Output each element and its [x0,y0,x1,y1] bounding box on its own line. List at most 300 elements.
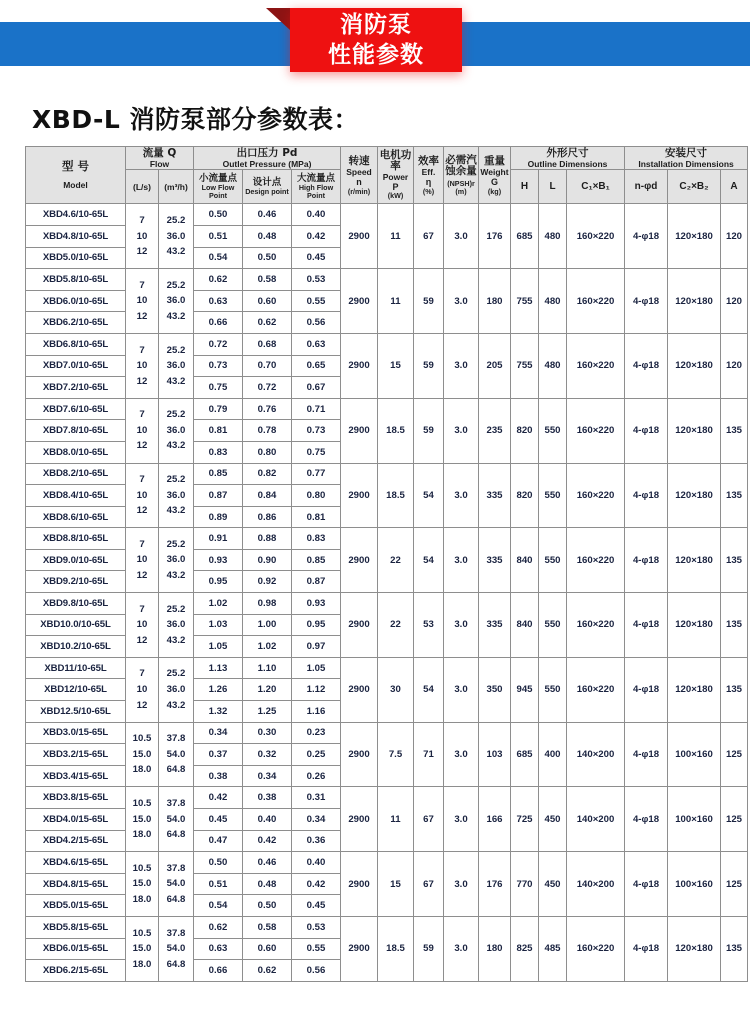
header-weight-sym: G [490,177,498,188]
header-eff-en: Eff. [421,167,436,178]
cell-pressure-high: 0.83 [292,528,341,550]
header-model [26,147,126,204]
cell-pressure-low: 0.81 [194,420,243,442]
cell-dim-h: 840 [511,528,539,593]
cell-dim-a: 135 [721,528,748,593]
cell-dim-l: 550 [539,398,567,463]
cell-dim-a: 135 [721,916,748,981]
spec-table [25,146,748,982]
cell-pressure-high: 0.25 [292,744,341,766]
cell-npsh: 3.0 [444,852,479,917]
cell-dim-a: 135 [721,463,748,528]
cell-weight: 335 [479,593,511,658]
cell-pressure-high: 0.36 [292,830,341,852]
header-npsh [444,147,479,204]
cell-pressure-high: 0.23 [292,722,341,744]
page-title: XBD-L 消防泵部分参数表： [32,105,360,134]
cell-model: XBD4.8/15-65L [26,873,126,895]
cell-pressure-high: 1.16 [292,701,341,723]
cell-dim-c1b1: 160×220 [567,463,625,528]
cell-model: XBD9.8/10-65L [26,593,126,615]
cell-flow-m3h: 25.2 36.0 43.2 [159,398,194,463]
cell-pressure-design: 1.25 [243,701,292,723]
cell-dim-nd: 4-φ18 [625,463,668,528]
cell-dim-a: 120 [721,204,748,269]
header-speed-unit: (r/min) [347,186,371,196]
header-flow-en: Flow [149,159,170,170]
cell-dim-a: 135 [721,398,748,463]
cell-flow-m3h: 37.8 54.0 64.8 [159,722,194,787]
cell-flow-ls: 7 10 12 [126,528,159,593]
cell-model: XBD12/10-65L [26,679,126,701]
cell-pressure-design: 1.00 [243,614,292,636]
cell-model: XBD10.0/10-65L [26,614,126,636]
cell-pressure-low: 0.87 [194,485,243,507]
cell-dim-nd: 4-φ18 [625,204,668,269]
cell-pressure-high: 0.45 [292,247,341,269]
cell-pressure-design: 0.48 [243,873,292,895]
cell-speed: 2900 [341,463,378,528]
cell-pressure-low: 0.93 [194,549,243,571]
cell-model: XBD5.8/15-65L [26,916,126,938]
cell-dim-a: 125 [721,852,748,917]
cell-dim-l: 550 [539,463,567,528]
cell-dim-h: 820 [511,398,539,463]
header-outline-cn: 外形尺寸 [546,147,589,159]
cell-pressure-high: 0.53 [292,269,341,291]
header-model-en: Model [63,180,88,191]
cell-npsh: 3.0 [444,333,479,398]
cell-pressure-high: 0.56 [292,960,341,982]
header-power-unit: (kW) [387,191,404,201]
cell-speed: 2900 [341,657,378,722]
cell-pressure-low: 0.72 [194,333,243,355]
cell-dim-a: 135 [721,593,748,658]
cell-power: 18.5 [378,916,414,981]
cell-dim-c1b1: 160×220 [567,398,625,463]
cell-speed: 2900 [341,269,378,334]
cell-model: XBD4.6/10-65L [26,204,126,226]
cell-pressure-design: 0.82 [243,463,292,485]
cell-model: XBD6.2/15-65L [26,960,126,982]
cell-weight: 350 [479,657,511,722]
header-dim-l: L [539,170,567,204]
cell-dim-nd: 4-φ18 [625,333,668,398]
cell-model: XBD5.0/10-65L [26,247,126,269]
cell-efficiency: 59 [414,269,444,334]
cell-pressure-high: 1.12 [292,679,341,701]
header-flow [126,147,194,170]
header-dim-a: A [721,170,748,204]
cell-dim-c1b1: 140×200 [567,722,625,787]
cell-dim-c2b2: 120×180 [668,916,721,981]
cell-dim-h: 770 [511,852,539,917]
table-row[interactable] [26,657,748,679]
table-row[interactable] [26,333,748,355]
cell-weight: 335 [479,528,511,593]
cell-dim-l: 550 [539,593,567,658]
table-row[interactable] [26,852,748,874]
cell-pressure-low: 0.50 [194,852,243,874]
cell-dim-c1b1: 140×200 [567,852,625,917]
cell-speed: 2900 [341,787,378,852]
cell-weight: 180 [479,269,511,334]
cell-flow-m3h: 25.2 36.0 43.2 [159,528,194,593]
cell-pressure-design: 0.62 [243,960,292,982]
cell-pressure-design: 0.40 [243,809,292,831]
cell-pressure-low: 0.66 [194,960,243,982]
cell-speed: 2900 [341,916,378,981]
cell-dim-c1b1: 160×220 [567,916,625,981]
cell-flow-m3h: 37.8 54.0 64.8 [159,852,194,917]
cell-flow-m3h: 37.8 54.0 64.8 [159,787,194,852]
cell-pressure-high: 0.40 [292,204,341,226]
header-eff-cn: 效率 [418,154,439,167]
cell-pressure-high: 0.93 [292,593,341,615]
cell-pressure-design: 0.32 [243,744,292,766]
cell-speed: 2900 [341,528,378,593]
cell-power: 11 [378,269,414,334]
header-outline-en: Outline Dimensions [527,159,608,170]
cell-weight: 235 [479,398,511,463]
cell-pressure-design: 0.90 [243,549,292,571]
cell-pressure-low: 1.05 [194,636,243,658]
cell-pressure-high: 0.55 [292,290,341,312]
cell-model: XBD3.4/15-65L [26,765,126,787]
cell-dim-nd: 4-φ18 [625,852,668,917]
cell-model: XBD7.6/10-65L [26,398,126,420]
cell-dim-c2b2: 120×180 [668,398,721,463]
cell-flow-ls: 7 10 12 [126,657,159,722]
header-flow-unit-ls: (L/s) [126,170,159,204]
cell-dim-h: 725 [511,787,539,852]
cell-dim-nd: 4-φ18 [625,528,668,593]
cell-flow-ls: 10.5 15.0 18.0 [126,916,159,981]
cell-dim-nd: 4-φ18 [625,593,668,658]
cell-pressure-design: 0.50 [243,895,292,917]
cell-weight: 180 [479,916,511,981]
header-pressure-en: Outlet Pressure (MPa) [222,159,312,170]
cell-dim-h: 820 [511,463,539,528]
cell-dim-l: 400 [539,722,567,787]
cell-pressure-design: 0.80 [243,441,292,463]
cell-pressure-design: 0.78 [243,420,292,442]
table-row[interactable] [26,916,748,938]
cell-flow-ls: 7 10 12 [126,333,159,398]
cell-speed: 2900 [341,204,378,269]
cell-pressure-low: 0.79 [194,398,243,420]
cell-power: 30 [378,657,414,722]
header-pressure [194,147,341,170]
cell-pressure-low: 1.13 [194,657,243,679]
cell-model: XBD6.8/10-65L [26,333,126,355]
table-container [0,146,750,982]
cell-pressure-low: 0.42 [194,787,243,809]
cell-flow-m3h: 25.2 36.0 43.2 [159,204,194,269]
table-row[interactable] [26,398,748,420]
cell-npsh: 3.0 [444,787,479,852]
cell-model: XBD7.8/10-65L [26,420,126,442]
cell-dim-a: 125 [721,722,748,787]
cell-power: 15 [378,852,414,917]
cell-dim-c2b2: 120×180 [668,657,721,722]
cell-efficiency: 71 [414,722,444,787]
cell-power: 22 [378,528,414,593]
cell-pressure-low: 1.03 [194,614,243,636]
header-weight-unit: (kg) [487,186,502,196]
cell-pressure-low: 1.26 [194,679,243,701]
cell-dim-h: 755 [511,333,539,398]
cell-dim-h: 825 [511,916,539,981]
cell-dim-nd: 4-φ18 [625,269,668,334]
cell-pressure-low: 0.50 [194,204,243,226]
cell-model: XBD4.8/10-65L [26,225,126,247]
cell-pressure-design: 1.02 [243,636,292,658]
cell-weight: 176 [479,852,511,917]
cell-dim-c1b1: 160×220 [567,333,625,398]
cell-pressure-high: 0.87 [292,571,341,593]
cell-dim-l: 450 [539,852,567,917]
header-install-cn: 安装尺寸 [665,147,708,159]
header-dim-c1b1: C₁×B₁ [567,170,625,204]
cell-pressure-design: 0.34 [243,765,292,787]
cell-pressure-design: 0.46 [243,204,292,226]
cell-pressure-design: 0.58 [243,916,292,938]
cell-weight: 166 [479,787,511,852]
cell-speed: 2900 [341,333,378,398]
cell-pressure-low: 0.34 [194,722,243,744]
header-eff-unit: (%) [422,186,435,196]
cell-dim-c1b1: 160×220 [567,593,625,658]
cell-pressure-high: 0.97 [292,636,341,658]
cell-model: XBD4.2/15-65L [26,830,126,852]
header-model-cn: 型 号 [61,158,89,173]
cell-power: 11 [378,787,414,852]
cell-efficiency: 59 [414,916,444,981]
cell-pressure-design: 0.38 [243,787,292,809]
header-efficiency [414,147,444,204]
header-pressure-low: 小流量点 Low Flow Point [194,170,243,204]
cell-weight: 205 [479,333,511,398]
header-power [378,147,414,204]
cell-dim-l: 480 [539,204,567,269]
cell-dim-c2b2: 120×180 [668,463,721,528]
cell-dim-l: 450 [539,787,567,852]
cell-pressure-high: 0.55 [292,938,341,960]
banner-line2: 性能参数 [328,42,424,68]
cell-efficiency: 67 [414,787,444,852]
cell-pressure-high: 0.53 [292,916,341,938]
cell-dim-c2b2: 120×180 [668,333,721,398]
cell-pressure-design: 0.72 [243,377,292,399]
cell-pressure-low: 0.51 [194,225,243,247]
cell-speed: 2900 [341,398,378,463]
cell-weight: 176 [479,204,511,269]
cell-model: XBD7.2/10-65L [26,377,126,399]
cell-model: XBD8.0/10-65L [26,441,126,463]
cell-pressure-design: 1.20 [243,679,292,701]
cell-dim-a: 125 [721,787,748,852]
cell-model: XBD11/10-65L [26,657,126,679]
cell-pressure-low: 0.73 [194,355,243,377]
cell-npsh: 3.0 [444,722,479,787]
cell-dim-h: 840 [511,593,539,658]
cell-dim-nd: 4-φ18 [625,722,668,787]
cell-pressure-high: 0.31 [292,787,341,809]
cell-flow-m3h: 37.8 54.0 64.8 [159,916,194,981]
cell-model: XBD3.0/15-65L [26,722,126,744]
table-body [26,204,748,981]
cell-model: XBD8.2/10-65L [26,463,126,485]
cell-pressure-design: 0.68 [243,333,292,355]
cell-pressure-design: 0.30 [243,722,292,744]
cell-pressure-low: 0.51 [194,873,243,895]
cell-pressure-high: 0.34 [292,809,341,831]
cell-pressure-design: 0.70 [243,355,292,377]
cell-model: XBD4.6/15-65L [26,852,126,874]
cell-pressure-design: 0.62 [243,312,292,334]
cell-flow-ls: 7 10 12 [126,398,159,463]
cell-pressure-high: 0.42 [292,873,341,895]
cell-npsh: 3.0 [444,593,479,658]
cell-weight: 335 [479,463,511,528]
header-pressure-high: 大流量点 High Flow Point [292,170,341,204]
cell-pressure-high: 0.63 [292,333,341,355]
table-row[interactable] [26,463,748,485]
table-row[interactable] [26,722,748,744]
cell-pressure-design: 0.58 [243,269,292,291]
cell-pressure-low: 0.66 [194,312,243,334]
cell-npsh: 3.0 [444,657,479,722]
cell-dim-nd: 4-φ18 [625,398,668,463]
cell-model: XBD6.0/15-65L [26,938,126,960]
cell-model: XBD9.2/10-65L [26,571,126,593]
cell-pressure-design: 0.98 [243,593,292,615]
cell-flow-ls: 10.5 15.0 18.0 [126,787,159,852]
cell-pressure-low: 0.62 [194,269,243,291]
cell-dim-l: 550 [539,657,567,722]
table-row[interactable] [26,787,748,809]
cell-pressure-low: 0.75 [194,377,243,399]
header-npsh-unit: (m) [455,186,467,196]
cell-pressure-low: 0.47 [194,830,243,852]
table-row[interactable] [26,269,748,291]
cell-npsh: 3.0 [444,398,479,463]
cell-dim-a: 120 [721,333,748,398]
cell-efficiency: 59 [414,333,444,398]
cell-pressure-high: 0.95 [292,614,341,636]
cell-efficiency: 67 [414,852,444,917]
cell-pressure-low: 0.54 [194,247,243,269]
cell-pressure-design: 0.60 [243,938,292,960]
cell-flow-ls: 7 10 12 [126,463,159,528]
cell-pressure-low: 0.54 [194,895,243,917]
header-power-sym: P [392,181,399,192]
cell-pressure-low: 1.32 [194,701,243,723]
cell-pressure-low: 1.02 [194,593,243,615]
cell-flow-m3h: 25.2 36.0 43.2 [159,463,194,528]
cell-model: XBD5.8/10-65L [26,269,126,291]
banner-line1: 消防泵 [340,12,412,38]
cell-model: XBD5.0/15-65L [26,895,126,917]
cell-pressure-high: 0.40 [292,852,341,874]
cell-pressure-design: 0.84 [243,485,292,507]
cell-model: XBD7.0/10-65L [26,355,126,377]
cell-dim-nd: 4-φ18 [625,787,668,852]
cell-pressure-high: 0.80 [292,485,341,507]
cell-model: XBD9.0/10-65L [26,549,126,571]
cell-weight: 103 [479,722,511,787]
header-speed [341,147,378,204]
cell-pressure-design: 0.60 [243,290,292,312]
cell-dim-c2b2: 100×160 [668,852,721,917]
cell-pressure-design: 0.42 [243,830,292,852]
cell-npsh: 3.0 [444,463,479,528]
cell-dim-h: 685 [511,204,539,269]
cell-dim-h: 685 [511,722,539,787]
cell-dim-c1b1: 160×220 [567,657,625,722]
cell-dim-a: 120 [721,269,748,334]
cell-dim-c1b1: 160×220 [567,528,625,593]
cell-npsh: 3.0 [444,916,479,981]
cell-dim-h: 755 [511,269,539,334]
cell-model: XBD8.4/10-65L [26,485,126,507]
header-power-en: Power [382,171,409,182]
cell-pressure-low: 0.63 [194,290,243,312]
cell-pressure-high: 0.42 [292,225,341,247]
cell-pressure-high: 0.77 [292,463,341,485]
cell-flow-ls: 10.5 15.0 18.0 [126,852,159,917]
table-row[interactable] [26,593,748,615]
cell-pressure-low: 0.85 [194,463,243,485]
header-dim-h: H [511,170,539,204]
cell-dim-l: 480 [539,269,567,334]
cell-pressure-design: 0.50 [243,247,292,269]
cell-power: 7.5 [378,722,414,787]
top-banner [0,0,750,86]
cell-npsh: 3.0 [444,528,479,593]
cell-dim-c1b1: 140×200 [567,787,625,852]
cell-pressure-low: 0.62 [194,916,243,938]
cell-pressure-design: 1.10 [243,657,292,679]
cell-flow-ls: 10.5 15.0 18.0 [126,722,159,787]
header-pressure-cn: 出口压力 Pd [236,147,298,159]
cell-dim-c1b1: 160×220 [567,204,625,269]
header-flow-cn: 流量 Q [142,147,177,159]
cell-pressure-low: 0.83 [194,441,243,463]
cell-model: XBD6.0/10-65L [26,290,126,312]
header-pressure-design: 设计点 Design point [243,170,292,204]
cell-flow-ls: 7 10 12 [126,204,159,269]
header-row-1 [26,147,748,170]
cell-pressure-high: 0.26 [292,765,341,787]
cell-model: XBD3.8/15-65L [26,787,126,809]
cell-pressure-low: 0.89 [194,506,243,528]
header-outline-dimensions [511,147,625,170]
header-installation-dimensions [625,147,748,170]
cell-efficiency: 59 [414,398,444,463]
cell-speed: 2900 [341,722,378,787]
cell-efficiency: 54 [414,463,444,528]
banner-ribbon-fold [266,8,290,30]
cell-model: XBD8.6/10-65L [26,506,126,528]
cell-speed: 2900 [341,593,378,658]
table-row[interactable] [26,204,748,226]
cell-pressure-high: 0.56 [292,312,341,334]
cell-dim-c2b2: 120×180 [668,593,721,658]
header-dim-nd: n-φd [625,170,668,204]
table-row[interactable] [26,528,748,550]
